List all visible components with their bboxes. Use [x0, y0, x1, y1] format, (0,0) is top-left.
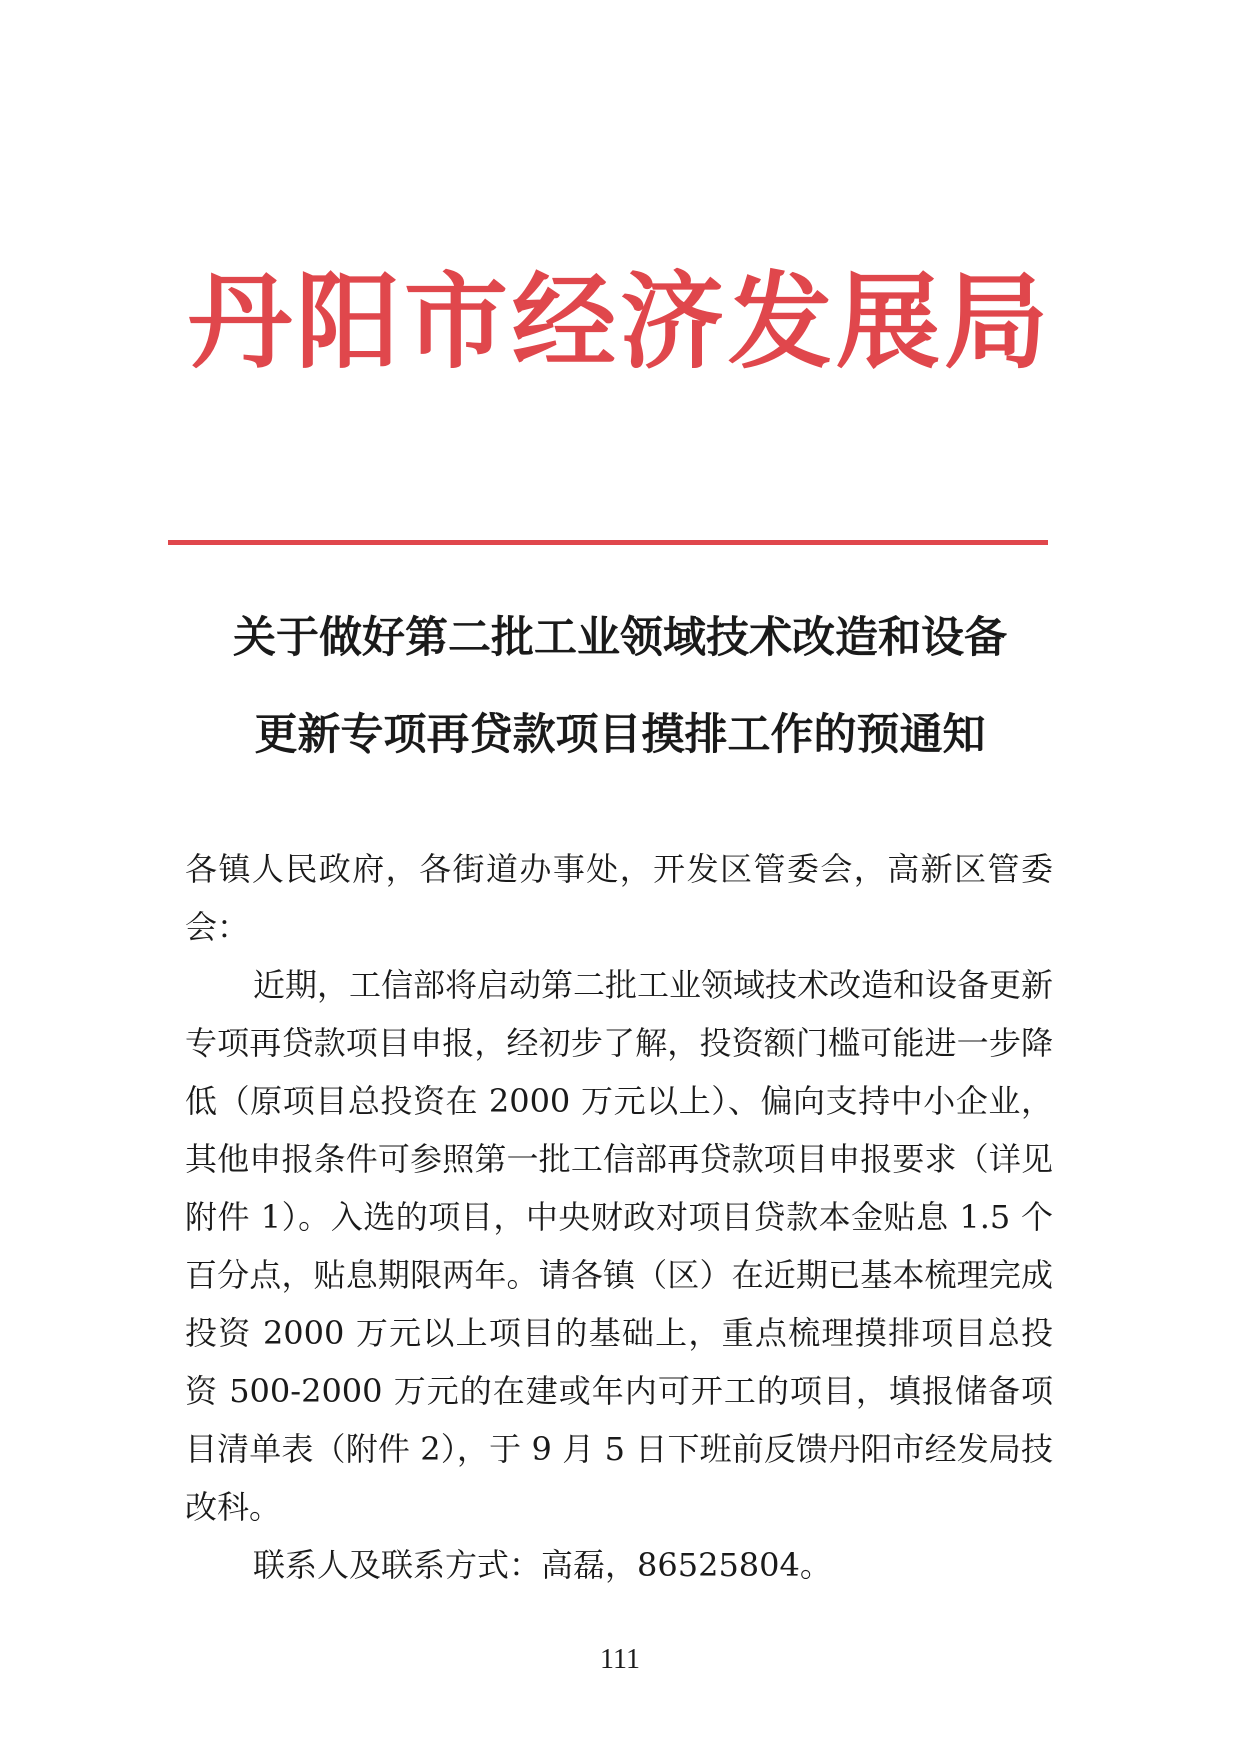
salutation: 各镇人民政府，各街道办事处，开发区管委会，高新区管委会： — [185, 850, 1053, 946]
body-paragraph: 近期，工信部将启动第二批工业领域技术改造和设备更新专项再贷款项目申报，经初步了解，投资额门槛可能进一步降低（原项目总投资在 2000 万元以上）、偏向支持中小企业，其他申报条件可参照第一批工信部再贷款项目申报要求（详见附件 1）。入选的项目，中央财政对项目贷款本金贴息 1.5 个百分点，贴息期限两年。请各镇（区）在近期已基本梳理完成投资 2000 万元以上项目的基础上，重点梳理摸排项目总投资 500-2000 万元的在建或年内可开工的项目，填报储备项目清单表（附件 2），于 9 月 5 日下班前反馈丹阳市经发局技改科。 — [185, 966, 1054, 1526]
contact-line: 联系人及联系方式：高磊，86525804。 — [253, 1546, 832, 1584]
page-number: 111 — [600, 1644, 640, 1675]
document-title-line-1: 关于做好第二批工业领域技术改造和设备 — [233, 613, 1007, 663]
document-title — [150, 590, 1090, 784]
document-body — [185, 840, 1053, 1594]
red-divider-rule — [168, 540, 1048, 545]
document-title-line-2: 更新专项再贷款项目摸排工作的预通知 — [254, 710, 986, 760]
issuer-header: 丹阳市经济发展局 — [187, 260, 1052, 383]
